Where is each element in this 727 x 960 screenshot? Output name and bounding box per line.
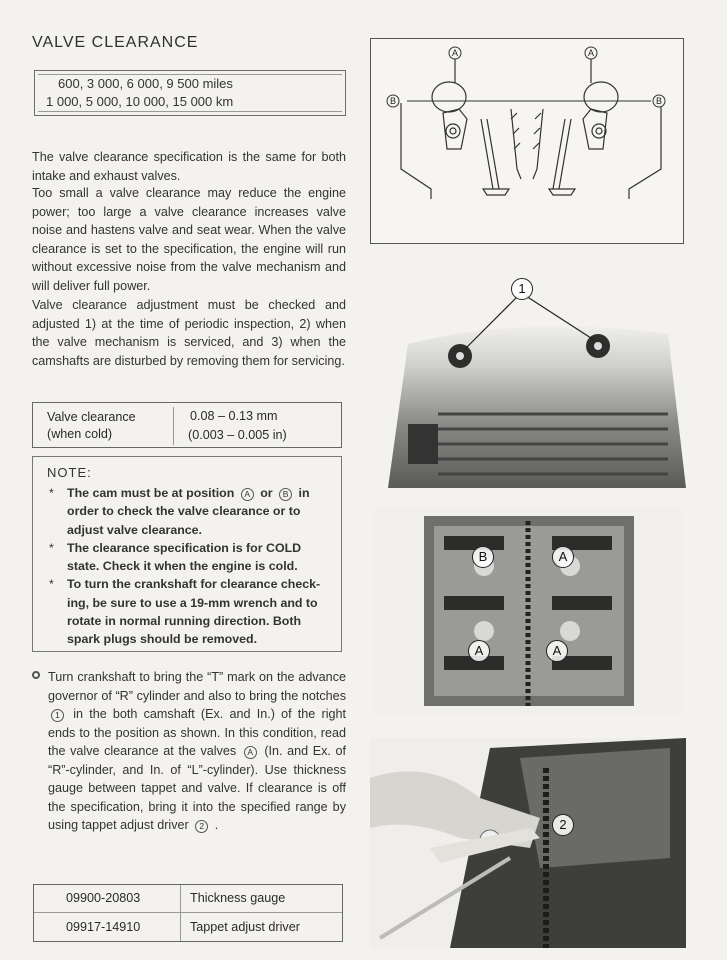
note-list <box>45 484 335 649</box>
bullet-icon <box>32 671 40 679</box>
special-tools-table <box>33 884 343 942</box>
note-item: * The clearance specification is for COLD state. Check it when the engine is cold. <box>49 540 302 574</box>
callout-a-top: A <box>552 546 574 568</box>
procedure-step: Turn crankshaft to bring the “T” mark on the advance governor of “R” cylinder and also to bring the notches 1 in the both camshaft (Ex. and In.) of the right ends to the position as shown. In this condition, read the valve clearance at the valves A (In. and Ex. of “R”-cylinder, and In. of “L”-cylinder). Use thickness gauge between tappet and valve. If clearance is off the specification, bring it into the specified range by using tappet adjust driver 2 . <box>32 668 346 835</box>
note-item: * The cam must be at position A or B in order to check the valve clearance or to adjust valve clearance. <box>49 486 310 537</box>
tool-name: Tappet adjust driver <box>190 920 300 934</box>
paragraph-when-to-adjust: Valve clearance adjustment must be checked and adjusted 1) at the time of periodic inspection, 2) when the valve mechanism is serviced, and 3) when the camshafts are disturbed by removing them for servicing. <box>32 298 346 368</box>
tool-mark: 2 <box>195 820 208 833</box>
label-b-right: B <box>655 96 663 106</box>
interval-box <box>34 70 346 116</box>
notch-mark: 1 <box>51 709 64 722</box>
table-row <box>34 885 342 913</box>
label-b-left: B <box>389 96 397 106</box>
note-title: NOTE: <box>47 465 92 480</box>
section-title: VALVE CLEARANCE <box>32 34 199 51</box>
paragraph-spec-same: The valve clearance specification is the same for both intake and exhaust valves. <box>32 150 346 183</box>
table-row <box>34 914 342 942</box>
valve-a-mark: A <box>244 746 257 759</box>
tool-name: Thickness gauge <box>190 891 286 905</box>
callout-a-bottom-left: A <box>468 640 490 662</box>
paragraph-clearance-effects: Too small a valve clearance may reduce the engine power; too large a valve clearance increases valve noise and hastens valve and seat wear. When the valve clearance is set to the specification, the engine will run without excessive noise from the valve mechanism and will deliver full power. <box>32 186 346 293</box>
tool-number: 09917-14910 <box>66 920 141 934</box>
callout-2: 2 <box>552 814 574 836</box>
camshaft-notch-photo <box>368 274 686 488</box>
label-a-left: A <box>451 48 459 58</box>
spec-label: Valve clearance (when cold) <box>47 410 136 441</box>
cam-diagram-drawing <box>371 39 685 245</box>
cam-positions-photo <box>374 506 682 716</box>
spec-value: 0.08 – 0.13 mm (0.003 – 0.005 in) <box>173 407 287 445</box>
valve-clearance-spec-box <box>32 402 342 448</box>
cam-position-diagram <box>370 38 684 244</box>
note-box <box>32 456 342 652</box>
position-a-mark: A <box>241 488 254 501</box>
label-a-right: A <box>587 48 595 58</box>
note-item: * To turn the crankshaft for clearance check-ing, be sure to use a 19-mm wrench and to rotate in normal running direction. Both spark plugs should be removed. <box>49 577 321 647</box>
callout-1: 1 <box>511 278 533 300</box>
interval-km: 1 000, 5 000, 10 000, 15 000 km <box>46 94 234 109</box>
callout-a-bottom-right: A <box>546 640 568 662</box>
tool-number: 09900-20803 <box>66 891 141 905</box>
interval-miles: 600, 3 000, 6 000, 9 500 miles <box>58 76 233 91</box>
position-b-mark: B <box>279 488 292 501</box>
tappet-adjust-photo <box>370 738 686 948</box>
callout-b: B <box>472 546 494 568</box>
